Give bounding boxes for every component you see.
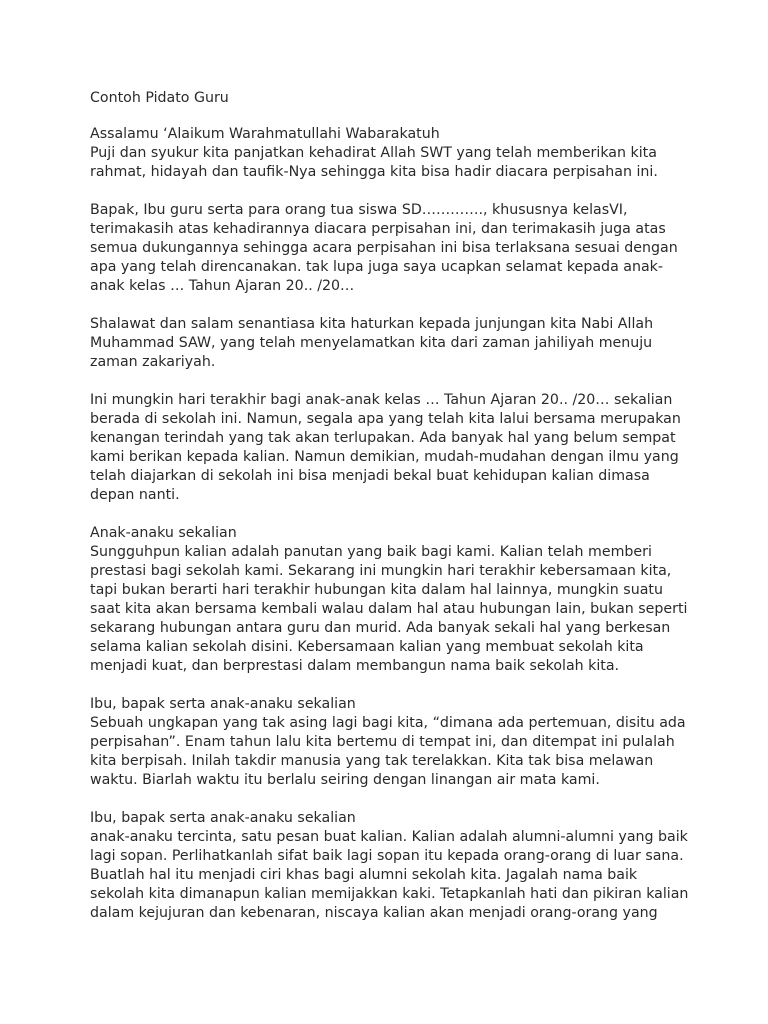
paragraph-spacer: [90, 676, 690, 695]
document-body: [90, 89, 690, 923]
paragraph-line: dalam kejujuran dan kebenaran, niscaya kalian akan menjadi orang-orang yang: [90, 905, 658, 921]
paragraph-line: Buatlah hal itu menjadi ciri khas bagi alumni sekolah kita. Jagalah nama baik: [90, 867, 638, 883]
paragraph-line: rahmat, hidayah dan taufik-Nya sehingga kita bisa hadir diacara perpisahan ini.: [90, 164, 658, 180]
paragraph-line: prestasi bagi sekolah kami. Sekarang ini mungkin hari terakhir kebersamaan kita,: [90, 563, 672, 579]
paragraph-line: Bapak, Ibu guru serta para orang tua siswa SD…………., khususnya kelasVI,: [90, 202, 628, 218]
paragraph-line: selama kalian sekolah disini. Kebersamaan kalian yang membuat sekolah kita: [90, 639, 644, 655]
paragraph: [90, 391, 690, 505]
paragraph-line: kita berpisah. Inilah takdir manusia yang tak terelakkan. Kita tak bisa melawan: [90, 753, 654, 769]
paragraph-spacer: [90, 108, 690, 125]
paragraph-line: waktu. Biarlah waktu itu berlalu seiring dengan linangan air mata kami.: [90, 772, 600, 788]
paragraph-line: perpisahan”. Enam tahun lalu kita bertemu di tempat ini, dan ditempat ini pulalah: [90, 734, 675, 750]
paragraph-line: kami berikan kepada kalian. Namun demikian, mudah-mudahan dengan ilmu yang: [90, 449, 679, 465]
paragraph-line: lagi sopan. Perlihatkanlah sifat baik lagi sopan itu kepada orang-orang di luar sana.: [90, 848, 684, 864]
paragraph-line: anak kelas … Tahun Ajaran 20.. /20…: [90, 278, 355, 294]
paragraph-spacer: [90, 505, 690, 524]
paragraph-line: Muhammad SAW, yang telah menyelamatkan kita dari zaman jahiliyah menuju: [90, 335, 653, 351]
paragraph-line: anak-anaku tercinta, satu pesan buat kalian. Kalian adalah alumni-alumni yang baik: [90, 829, 688, 845]
paragraph-line: telah diajarkan di sekolah ini bisa menjadi bekal buat kehidupan kalian dimasa: [90, 468, 650, 484]
paragraph-line: sekolah kita dimanapun kalian memijakkan kaki. Tetapkanlah hati dan pikiran kalian: [90, 886, 689, 902]
paragraph-line: terimakasih atas kehadirannya diacara perpisahan ini, dan terimakasih juga atas: [90, 221, 666, 237]
paragraph: [90, 201, 690, 296]
paragraph-line: Anak-anaku sekalian: [90, 525, 237, 541]
paragraph: [90, 695, 690, 790]
paragraph-line: Sungguhpun kalian adalah panutan yang baik bagi kami. Kalian telah memberi: [90, 544, 652, 560]
paragraph-spacer: [90, 296, 690, 315]
paragraph-line: depan nanti.: [90, 487, 180, 503]
paragraph-line: menjadi kuat, dan berprestasi dalam membangun nama baik sekolah kita.: [90, 658, 620, 674]
paragraph: [90, 125, 690, 182]
paragraph: [90, 809, 690, 923]
paragraph-line: sekarang hubungan antara guru dan murid. Ada banyak sekali hal yang berkesan: [90, 620, 671, 636]
paragraph-line: Assalamu ‘Alaikum Warahmatullahi Wabarakatuh: [90, 126, 440, 142]
paragraph-line: zaman zakariyah.: [90, 354, 216, 370]
paragraph-line: Sebuah ungkapan yang tak asing lagi bagi kita, “dimana ada pertemuan, disitu ada: [90, 715, 686, 731]
paragraph-line: Shalawat dan salam senantiasa kita haturkan kepada junjungan kita Nabi Allah: [90, 316, 654, 332]
document-title: Contoh Pidato Guru: [90, 90, 229, 106]
paragraph-line: Ibu, bapak serta anak-anaku sekalian: [90, 696, 356, 712]
paragraphs-container: [90, 125, 690, 923]
paragraph-line: Ini mungkin hari terakhir bagi anak-anak kelas … Tahun Ajaran 20.. /20… sekalian: [90, 392, 673, 408]
paragraph-line: saat kita akan bersama kembali walau dalam hal atau hubungan lain, bukan seperti: [90, 601, 688, 617]
paragraph: [90, 524, 690, 676]
paragraph-spacer: [90, 790, 690, 809]
paragraph-line: Ibu, bapak serta anak-anaku sekalian: [90, 810, 356, 826]
paragraph-spacer: [90, 182, 690, 201]
paragraph-line: Puji dan syukur kita panjatkan kehadirat Allah SWT yang telah memberikan kita: [90, 145, 657, 161]
paragraph-spacer: [90, 372, 690, 391]
paragraph-line: kenangan terindah yang tak akan terlupakan. Ada banyak hal yang belum sempat: [90, 430, 676, 446]
paragraph-line: apa yang telah direncanakan. tak lupa juga saya ucapkan selamat kepada anak-: [90, 259, 663, 275]
paragraph-line: semua dukungannya sehingga acara perpisahan ini bisa terlaksana sesuai dengan: [90, 240, 678, 256]
paragraph-line: tapi bukan berarti hari terakhir hubungan kita dalam hal lainnya, mungkin suatu: [90, 582, 663, 598]
paragraph: [90, 315, 690, 372]
paragraph-line: berada di sekolah ini. Namun, segala apa yang telah kita lalui bersama merupakan: [90, 411, 681, 427]
